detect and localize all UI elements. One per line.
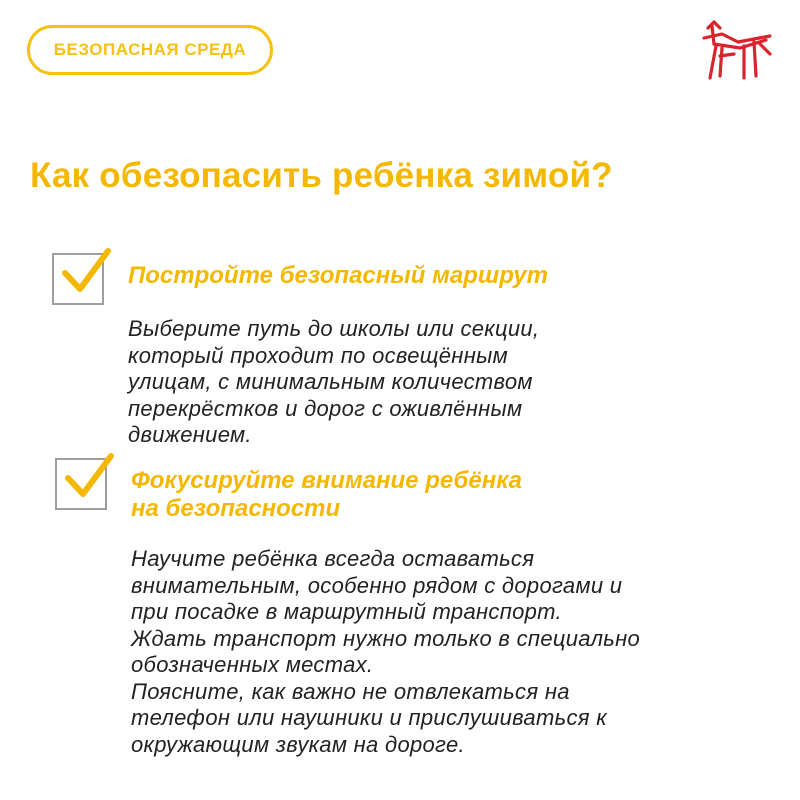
section-badge-label: БЕЗОПАСНАЯ СРЕДА	[53, 40, 247, 59]
checkbox-item-2	[55, 458, 107, 510]
checkmark-icon	[60, 247, 114, 301]
item-title-2: Фокусируйте внимание ребёнка на безопасности	[131, 467, 523, 522]
section-badge	[27, 25, 273, 75]
item-body-2: Научите ребёнка всегда оставаться внимательным, особенно рядом с дорогами и при посадке в маршрутный транспорт. Ждать транспорт нужно только в специально обозначенных местах. Поясните, как важно не отвлекаться на телефон или наушники и прислушиваться к окружающим звукам на дороге.	[131, 546, 641, 757]
item-title-1: Постройте безопасный маршрут	[128, 262, 548, 289]
checkbox-item-1	[52, 253, 104, 305]
page-title: Как обезопасить ребёнка зимой?	[30, 156, 613, 195]
horse-logo-icon	[700, 20, 772, 82]
checkmark-icon	[63, 452, 117, 506]
item-body-1: Выберите путь до школы или секции, который проходит по освещённым улицам, с минимальным количеством перекрёстков и дорог с оживлённым движением.	[128, 316, 540, 447]
